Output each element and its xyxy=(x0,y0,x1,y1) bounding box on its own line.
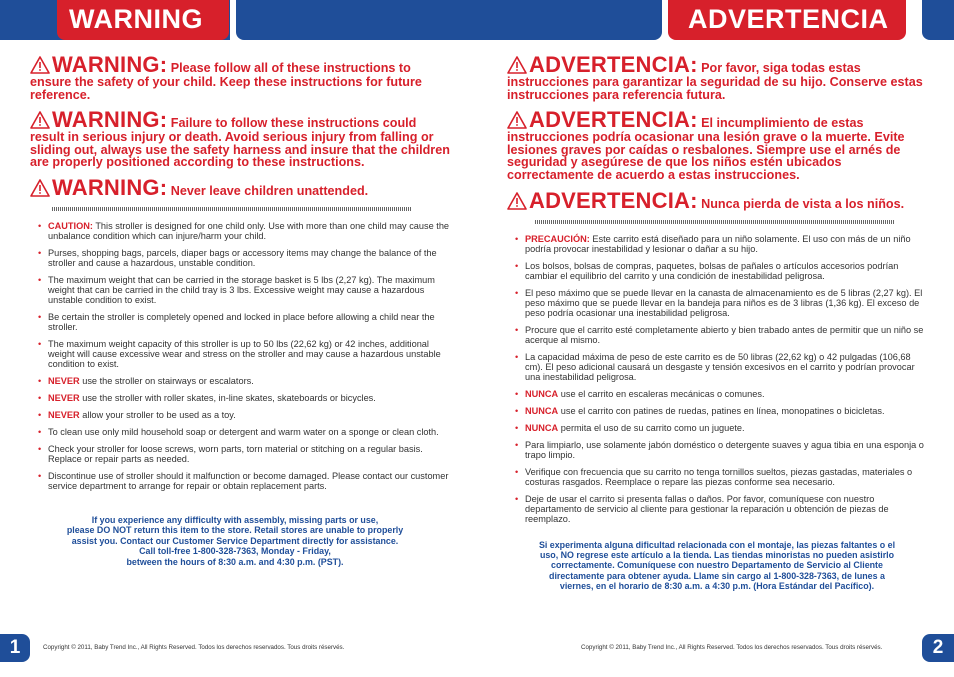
list-item xyxy=(38,410,450,420)
advertencia-header xyxy=(668,0,906,40)
warning-triangle-icon xyxy=(30,111,50,129)
item-label: NUNCA xyxy=(525,405,559,416)
list-item xyxy=(515,467,927,487)
warning-text: Failure to follow these instructions could result in serious injury or death. Avoid serious injury from falling or sliding out, always use the safety harness and insure that the children are properly positioned according to these instructions. xyxy=(30,116,450,170)
warning-triangle-icon xyxy=(507,111,527,129)
list-item xyxy=(515,261,927,281)
warning-block xyxy=(30,109,450,169)
help-line: assist you. Contact our Customer Service Department directly for assistance. xyxy=(71,535,399,546)
warning-heading: ADVERTENCIA: xyxy=(529,187,698,213)
item-text: allow your stroller to be used as a toy. xyxy=(82,409,236,420)
item-text: use el carrito en escaleras mecánicas o comunes. xyxy=(560,388,765,399)
page-number-text: 1 xyxy=(9,637,21,658)
warning-heading: WARNING: xyxy=(52,52,168,77)
header-title: WARNING xyxy=(69,4,203,34)
item-label: NUNCA xyxy=(525,422,559,433)
warning-heading: ADVERTENCIA: xyxy=(529,107,698,133)
item-text: The maximum weight that can be carried in the storage basket is 5 lbs (2,27 kg). The maximum weight that can be carried in the child tray is 3 lbs. Excessive weight may cause a hazardous unstable condition to exist. xyxy=(48,274,435,305)
list-item xyxy=(38,221,450,241)
header-title: ADVERTENCIA xyxy=(688,4,889,34)
item-label: NEVER xyxy=(48,375,80,386)
item-text: El peso máximo que se puede llevar en la canasta de almacenamiento es de 5 libras (2,27 kg). El peso máximo que se puede llevar en la bandeja para niños es de 3 libras (1,36 kg). El exceso de peso podría ocasionar una inestabilidad peligrosa. xyxy=(525,287,923,318)
divider xyxy=(535,220,895,224)
list-item xyxy=(515,288,927,318)
help-line: correctamente. Comuníquese con nuestro Departamento de Servicio al Cliente xyxy=(551,560,883,571)
warning-header xyxy=(57,0,229,40)
safety-list xyxy=(507,234,927,524)
item-label: NEVER xyxy=(48,392,80,403)
warning-triangle-icon xyxy=(507,56,527,74)
warning-triangle-icon xyxy=(507,192,527,210)
list-item xyxy=(515,325,927,345)
list-item xyxy=(38,444,450,464)
top-bar-right xyxy=(922,0,954,40)
help-line: Si experimenta alguna dificultad relacionada con el montaje, las piezas faltantes o el xyxy=(538,539,896,550)
help-notice xyxy=(507,540,927,592)
item-text: Procure que el carrito esté completamente abierto y bien trabado antes de permitir que un niño se acerque al mismo. xyxy=(525,324,924,345)
warning-heading: ADVERTENCIA: xyxy=(529,52,698,77)
list-item xyxy=(515,234,927,254)
warning-triangle-icon xyxy=(30,56,50,74)
item-text: use the stroller on stairways or escalators. xyxy=(82,375,254,386)
item-text: Verifique con frecuencia que su carrito no tenga tornillos sueltos, piezas gastadas, materiales o costuras rasgados. Reemplace o repare las piezas conforme sea necesario. xyxy=(525,466,913,487)
list-item xyxy=(38,376,450,386)
list-item xyxy=(38,248,450,268)
item-label: NUNCA xyxy=(525,388,559,399)
help-line: If you experience any difficulty with assembly, missing parts or use, xyxy=(91,514,379,525)
list-item xyxy=(515,423,927,433)
warning-block xyxy=(30,54,450,101)
item-text: La capacidad máxima de peso de este carrito es de 50 libras (22,62 kg) o 42 pulgadas (106,68 cm). El peso adicional causará un desgaste y tensión excesivos en el carrito y podrían provocar una inestabilidad peligrosa. xyxy=(525,351,915,382)
item-text: The maximum weight capacity of this stroller is up to 50 lbs (22,62 kg) or 42 inches, additional weight will cause excessive wear and stress on the stroller and may cause a hazardous unstable condition to exist. xyxy=(48,338,441,369)
warning-block xyxy=(30,174,450,200)
item-text: Discontinue use of stroller should it malfunction or become damaged. Please contact our customer service department to arrange for repair or obtain replacement parts. xyxy=(48,470,449,491)
list-item xyxy=(515,440,927,460)
help-line: viernes, en el horario de 8:30 a.m. a 4:30 p.m. (Hora Estándar del Pacífico). xyxy=(559,581,875,592)
warning-heading: WARNING: xyxy=(52,174,168,200)
item-text: Este carrito está diseñado para un niño solamente. El uso con más de un niño podría provocar inestabilidad y lesionar o dañar a su hijo. xyxy=(525,233,911,254)
warning-block xyxy=(507,109,927,181)
item-text: use the stroller with roller skates, in-line skates, skateboards or bicycles. xyxy=(82,392,376,403)
item-text: To clean use only mild household soap or detergent and warm water on a sponge or clean cloth. xyxy=(48,426,439,437)
top-bar-center xyxy=(236,0,662,40)
page-number xyxy=(0,634,30,662)
help-line: uso, NO regrese este artículo a la tienda. Las tiendas minoristas no pueden asistirlo xyxy=(539,549,895,560)
warning-text: El incumplimiento de estas instrucciones podría ocasionar una lesión grave o la muerte. Evite lesiones graves por caídas o resbalones. Siempre use el arnés de seguridad y asegúrese de que los niños estén ubicados correctamente de acuerdo a estas instrucciones. xyxy=(507,116,905,182)
list-item xyxy=(515,389,927,399)
page-number xyxy=(922,634,954,662)
copyright: Copyright © 2011, Baby Trend Inc., All Rights Reserved. Todos los derechos reservados. Tous droits réservés. xyxy=(43,644,345,651)
list-item xyxy=(38,275,450,305)
item-text: Los bolsos, bolsas de compras, paquetes, bolsas de pañales o artículos accesorios podrían cambiar el equilibrio del carrito y una condición de inestabilidad peligrosa. xyxy=(525,260,899,281)
item-text: Deje de usar el carrito si presenta fallas o daños. Por favor, comuníquese con nuestro departamento de servicio al cliente para gestionar la reparación u obtención de piezas de reemplazo. xyxy=(525,493,889,524)
item-text: use el carrito con patines de ruedas, patines en línea, monopatines o bicicletas. xyxy=(560,405,885,416)
item-text: Be certain the stroller is completely opened and locked in place before allowing a child near the stroller. xyxy=(48,311,435,332)
help-notice xyxy=(30,515,450,567)
list-item xyxy=(38,312,450,332)
warning-text: Por favor, siga todas estas instrucciones para garantizar la seguridad de su hijo. Conserve estas instrucciones para referencia futura. xyxy=(507,61,923,102)
warning-text: Never leave children unattended. xyxy=(170,183,369,198)
help-line: between the hours of 8:30 a.m. and 4:30 p.m. (PST). xyxy=(126,556,344,567)
page-number-text: 2 xyxy=(932,637,944,658)
list-item xyxy=(515,406,927,416)
divider xyxy=(52,207,412,211)
item-label: NEVER xyxy=(48,409,80,420)
item-text: permita el uso de su carrito como un juguete. xyxy=(560,422,745,433)
right-column xyxy=(507,54,927,592)
item-text: Purses, shopping bags, parcels, diaper bags or accessory items may change the balance of the stroller and cause a hazardous, unstable condition. xyxy=(48,247,437,268)
list-item xyxy=(38,339,450,369)
list-item xyxy=(515,494,927,524)
item-label: PRECAUCIÓN: xyxy=(525,233,590,244)
copyright: Copyright © 2011, Baby Trend Inc., All Rights Reserved. Todos los derechos reservados. Tous droits réservés. xyxy=(581,644,883,651)
help-line: please DO NOT return this item to the store. Retail stores are unable to properly xyxy=(66,525,404,536)
list-item xyxy=(38,471,450,491)
help-line: Call toll-free 1-800-328-7363, Monday - Friday, xyxy=(139,546,331,557)
list-item xyxy=(38,393,450,403)
list-item xyxy=(38,427,450,437)
warning-text: Nunca pierda de vista a los niños. xyxy=(701,196,905,211)
item-label: CAUTION: xyxy=(48,220,93,231)
safety-list xyxy=(30,221,450,491)
warning-block xyxy=(507,187,927,213)
list-item xyxy=(515,352,927,382)
item-text: Check your stroller for loose screws, worn parts, torn material or stitching on a regular basis. Replace or repair parts as needed. xyxy=(48,443,423,464)
item-text: Para limpiarlo, use solamente jabón doméstico o detergente suaves y agua tibia en una esponja o trapo limpio. xyxy=(525,439,924,460)
help-line: directamente para obtener ayuda. Llame sin cargo al 1-800-328-7363, de lunes a xyxy=(549,570,885,581)
left-column xyxy=(30,54,450,567)
warning-block xyxy=(507,54,927,101)
item-text: This stroller is designed for one child only. Use with more than one child may cause the unbalance condition which can injure/harm your child. xyxy=(48,220,450,241)
warning-text: Please follow all of these instructions to ensure the safety of your child. Keep these instructions for future reference. xyxy=(30,61,422,102)
warning-triangle-icon xyxy=(30,179,50,197)
warning-heading: WARNING: xyxy=(52,107,168,133)
